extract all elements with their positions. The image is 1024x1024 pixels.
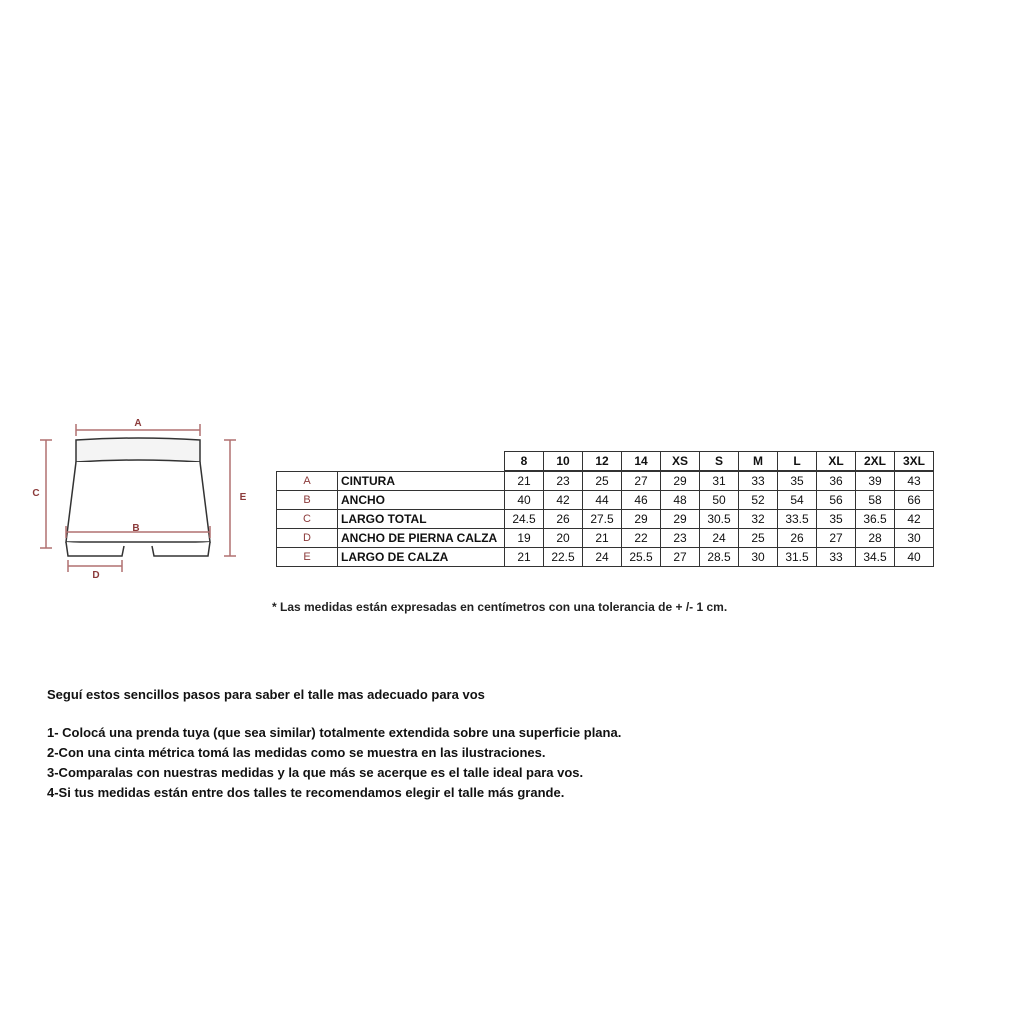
cell-value: 25 [739, 529, 778, 548]
cell-value: 33 [739, 471, 778, 491]
label-b: B [132, 523, 140, 534]
cell-value: 33 [817, 548, 856, 567]
cell-value: 36.5 [856, 510, 895, 529]
cell-value: 21 [505, 548, 544, 567]
cell-value: 26 [544, 510, 583, 529]
row-name: LARGO TOTAL [338, 510, 505, 529]
cell-value: 48 [661, 491, 700, 510]
cell-value: 34.5 [856, 548, 895, 567]
cell-value: 23 [544, 471, 583, 491]
row-letter: C [277, 510, 338, 529]
size-header: 12 [583, 452, 622, 472]
cell-value: 21 [583, 529, 622, 548]
cell-value: 27.5 [583, 510, 622, 529]
table-row [277, 548, 934, 567]
cell-value: 40 [895, 548, 934, 567]
cell-value: 27 [622, 471, 661, 491]
size-header-row [277, 452, 934, 472]
cell-value: 27 [661, 548, 700, 567]
cell-value: 28 [856, 529, 895, 548]
cell-value: 21 [505, 471, 544, 491]
size-chart-table [276, 451, 934, 567]
cell-value: 31 [700, 471, 739, 491]
cell-value: 29 [661, 510, 700, 529]
size-header: 2XL [856, 452, 895, 472]
table-row [277, 471, 934, 491]
row-name: LARGO DE CALZA [338, 548, 505, 567]
cell-value: 39 [856, 471, 895, 491]
cell-value: 46 [622, 491, 661, 510]
cell-value: 32 [739, 510, 778, 529]
size-header: M [739, 452, 778, 472]
cell-value: 42 [544, 491, 583, 510]
row-name: CINTURA [338, 471, 505, 491]
cell-value: 24 [700, 529, 739, 548]
size-header: 14 [622, 452, 661, 472]
size-header: XL [817, 452, 856, 472]
instruction-step: 1- Colocá una prenda tuya (que sea similar) totalmente extendida sobre una superficie plana. [47, 725, 622, 740]
cell-value: 35 [817, 510, 856, 529]
size-header: 10 [544, 452, 583, 472]
size-header: XS [661, 452, 700, 472]
table-row [277, 529, 934, 548]
cell-value: 23 [661, 529, 700, 548]
row-letter: D [277, 529, 338, 548]
cell-value: 24.5 [505, 510, 544, 529]
instructions-intro: Seguí estos sencillos pasos para saber el talle mas adecuado para vos [47, 687, 485, 702]
cell-value: 43 [895, 471, 934, 491]
table-row [277, 510, 934, 529]
skort-illustration [66, 438, 210, 556]
cell-value: 26 [778, 529, 817, 548]
cell-value: 28.5 [700, 548, 739, 567]
cell-value: 25 [583, 471, 622, 491]
cell-value: 25.5 [622, 548, 661, 567]
size-header: 3XL [895, 452, 934, 472]
cell-value: 56 [817, 491, 856, 510]
cell-value: 40 [505, 491, 544, 510]
label-e: E [239, 492, 247, 503]
table-row [277, 491, 934, 510]
row-letter: B [277, 491, 338, 510]
instructions-block [47, 685, 621, 803]
cell-value: 30.5 [700, 510, 739, 529]
cell-value: 31.5 [778, 548, 817, 567]
cell-value: 33.5 [778, 510, 817, 529]
label-c: C [32, 488, 40, 499]
cell-value: 52 [739, 491, 778, 510]
cell-value: 42 [895, 510, 934, 529]
row-name: ANCHO DE PIERNA CALZA [338, 529, 505, 548]
row-letter: E [277, 548, 338, 567]
cell-value: 50 [700, 491, 739, 510]
tolerance-note: * Las medidas están expresadas en centímetros con una tolerancia de + /- 1 cm. [272, 600, 728, 614]
size-header: L [778, 452, 817, 472]
row-letter: A [277, 471, 338, 491]
label-a: A [134, 418, 142, 429]
instruction-step: 2-Con una cinta métrica tomá las medidas como se muestra en las ilustraciones. [47, 745, 546, 760]
blank-cell [338, 452, 505, 472]
label-d: D [92, 570, 100, 581]
cell-value: 29 [661, 471, 700, 491]
size-header: 8 [505, 452, 544, 472]
cell-value: 30 [895, 529, 934, 548]
cell-value: 58 [856, 491, 895, 510]
cell-value: 20 [544, 529, 583, 548]
cell-value: 44 [583, 491, 622, 510]
blank-cell [277, 452, 338, 472]
size-header: S [700, 452, 739, 472]
cell-value: 54 [778, 491, 817, 510]
cell-value: 22 [622, 529, 661, 548]
cell-value: 22.5 [544, 548, 583, 567]
instruction-step: 4-Si tus medidas están entre dos talles te recomendamos elegir el talle más grande. [47, 785, 565, 800]
cell-value: 66 [895, 491, 934, 510]
cell-value: 30 [739, 548, 778, 567]
cell-value: 19 [505, 529, 544, 548]
skort-measurement-diagram [28, 410, 258, 585]
instruction-step: 3-Comparalas con nuestras medidas y la que más se acerque es el talle ideal para vos. [47, 765, 584, 780]
cell-value: 27 [817, 529, 856, 548]
cell-value: 29 [622, 510, 661, 529]
cell-value: 35 [778, 471, 817, 491]
cell-value: 24 [583, 548, 622, 567]
cell-value: 36 [817, 471, 856, 491]
row-name: ANCHO [338, 491, 505, 510]
